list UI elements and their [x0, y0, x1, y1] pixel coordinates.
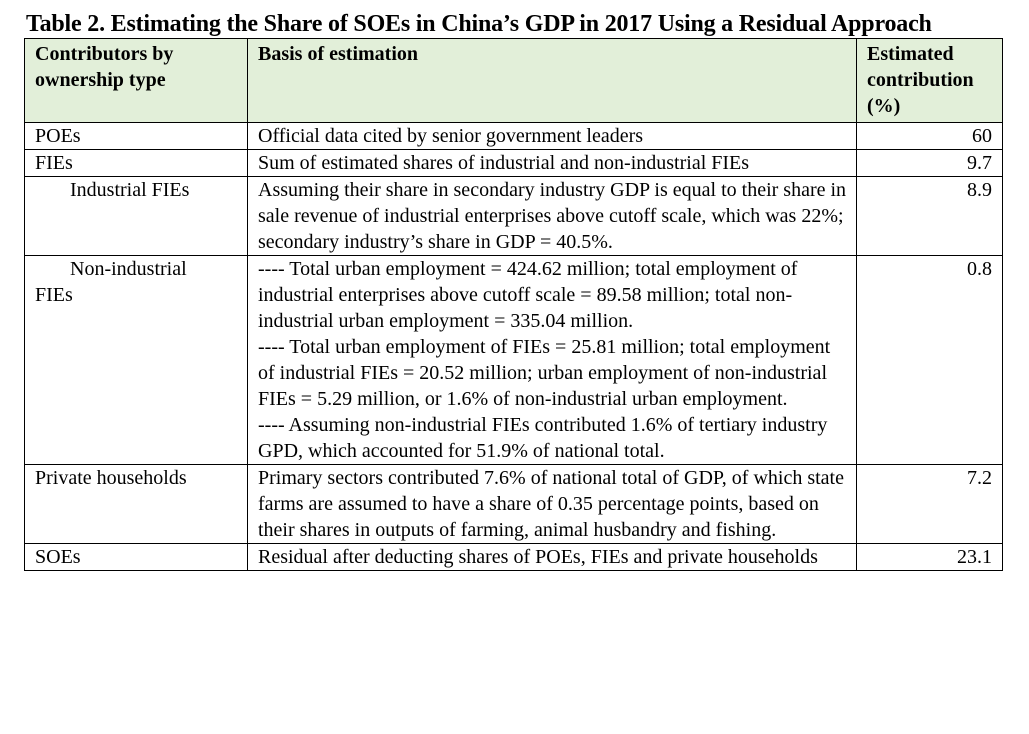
cell-value: 7.2	[857, 465, 1003, 544]
cell-value: 60	[857, 123, 1003, 150]
table-header	[25, 39, 1003, 123]
table-row	[25, 177, 1003, 256]
table-row	[25, 544, 1003, 571]
cell-contributor	[25, 256, 248, 465]
table-row	[25, 123, 1003, 150]
cell-basis: Residual after deducting shares of POEs, FIEs and private households	[248, 544, 857, 571]
cell-basis	[248, 256, 857, 465]
table-caption: Table 2. Estimating the Share of SOEs in China’s GDP in 2017 Using a Residual Approach	[26, 11, 932, 37]
cell-contributor: SOEs	[25, 544, 248, 571]
cell-basis: Sum of estimated shares of industrial and non-industrial FIEs	[248, 150, 857, 177]
cell-value: 0.8	[857, 256, 1003, 465]
contributor-line: Non-industrial	[70, 258, 187, 280]
cell-contributor: Industrial FIEs	[25, 177, 248, 256]
header-basis: Basis of estimation	[248, 39, 857, 123]
cell-basis: Official data cited by senior government leaders	[248, 123, 857, 150]
cell-value: 9.7	[857, 150, 1003, 177]
estimation-table	[24, 38, 1003, 571]
contributor-line: FIEs	[35, 284, 73, 306]
cell-basis: Assuming their share in secondary industry GDP is equal to their share in sale revenue of industrial enterprises above cutoff scale, which was 22%; secondary industry’s share in GDP = 40.5%.	[248, 177, 857, 256]
basis-paragraph: ---- Assuming non-industrial FIEs contributed 1.6% of tertiary industry GPD, which accounted for 51.9% of national total.	[258, 414, 828, 462]
table-body	[25, 123, 1003, 571]
table-row	[25, 465, 1003, 544]
cell-value: 8.9	[857, 177, 1003, 256]
cell-contributor: FIEs	[25, 150, 248, 177]
basis-paragraph: ---- Total urban employment = 424.62 million; total employment of industrial enterprises above cutoff scale = 89.58 million; total non-industrial urban employment = 335.04 million.	[258, 258, 798, 332]
cell-contributor: POEs	[25, 123, 248, 150]
cell-basis: Primary sectors contributed 7.6% of national total of GDP, of which state farms are assumed to have a share of 0.35 percentage points, based on their shares in outputs of farming, animal husbandry and fishing.	[248, 465, 857, 544]
cell-value: 23.1	[857, 544, 1003, 571]
header-row	[25, 39, 1003, 123]
table-row	[25, 256, 1003, 465]
header-contribution: Estimated contribution (%)	[857, 39, 1003, 123]
basis-paragraph: ---- Total urban employment of FIEs = 25.81 million; total employment of industrial FIEs = 20.52 million; urban employment of non-industrial FIEs = 5.29 million, or 1.6% of non-industrial urban employment.	[258, 336, 831, 410]
table-row	[25, 150, 1003, 177]
cell-contributor: Private households	[25, 465, 248, 544]
header-contributors: Contributors by ownership type	[25, 39, 248, 123]
